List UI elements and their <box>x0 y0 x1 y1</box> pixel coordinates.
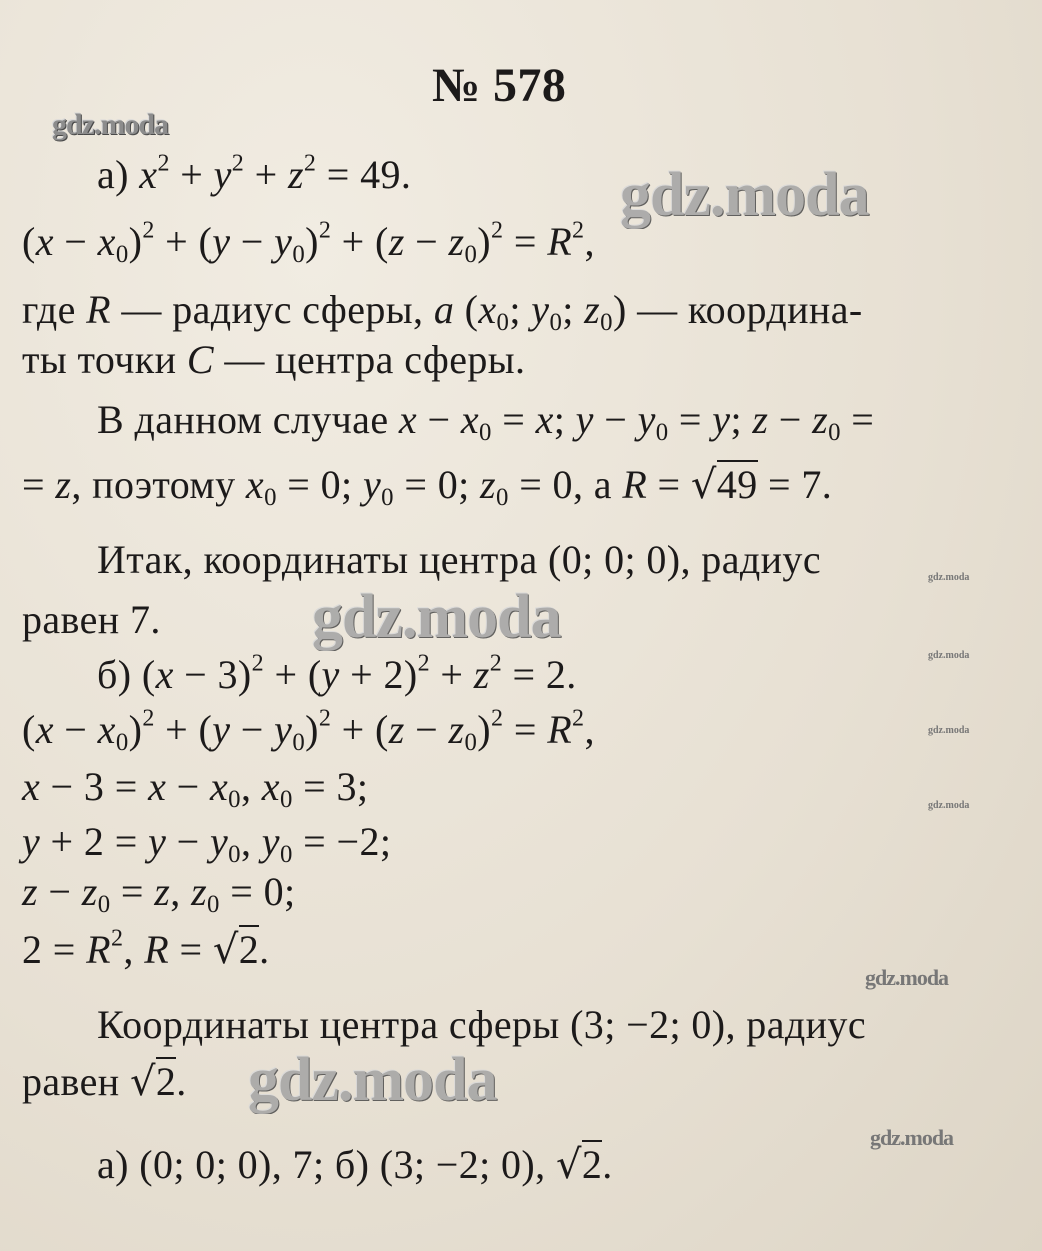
watermark-logo: gdz.moda <box>870 1125 954 1150</box>
watermark-logo: gdz.moda <box>928 800 970 811</box>
x-coordinate-line: $x - 3 = x - x_0$, $x_0 = 3$; <box>22 764 369 813</box>
watermark-logo: gdz.moda <box>312 583 561 651</box>
definition-line-2: ты точки C — центра сферы. <box>22 337 526 382</box>
sphere-general-equation-b: $(x - x_0)^2 + (y - y_0)^2 + (z - z_0)^2 = R^2$, <box>22 705 595 756</box>
watermark-logo: gdz.moda <box>865 965 949 990</box>
watermark-logo: gdz.moda <box>52 108 169 141</box>
part-b-equation: б) $(x - 3)^2 + (y + 2)^2 + z^2 = 2$. <box>97 650 577 697</box>
watermark-logo: gdz.moda <box>928 572 970 583</box>
watermark-logo: gdz.moda <box>620 161 869 229</box>
case-line-2: = z, поэтому $x_0 = 0$; $y_0 = 0$; $z_0 = 0$, а R = √49 = 7. <box>22 462 833 511</box>
watermark-logo: gdz.moda <box>928 650 970 661</box>
part-a-equation: а) $x^2 + y^2 + z^2 = 49$. <box>97 150 412 197</box>
watermark-logo: gdz.moda <box>928 725 970 736</box>
definition-line-1: где R — радиус сферы, а ($x_0$; $y_0$; $z_0$) — координа- <box>22 287 863 336</box>
sphere-general-equation-a: $(x - x_0)^2 + (y - y_0)^2 + (z - z_0)^2 = R^2$, <box>22 217 595 268</box>
part-a-conclusion-2: равен 7. <box>22 597 161 642</box>
part-b-label: б) <box>97 652 132 697</box>
case-line-1: В данном случае $x - x_0 = x$; $y - y_0 = y$; $z - z_0$ = <box>97 397 875 446</box>
part-b-conclusion-1: Координаты центра сферы (3; −2; 0), радиус <box>97 1002 866 1047</box>
part-b-conclusion-2: равен √2. <box>22 1059 187 1105</box>
z-coordinate-line: $z - z_0 = z$, $z_0 = 0$; <box>22 869 296 918</box>
part-a-label: а) <box>97 152 129 197</box>
y-coordinate-line: $y + 2 = y - y_0$, $y_0 = -2$; <box>22 819 392 868</box>
radius-line: $2 = R^2$, R = √2. <box>22 925 270 973</box>
problem-number: № 578 <box>432 59 567 112</box>
watermark-logo: gdz.moda <box>248 1046 497 1114</box>
part-a-conclusion-1: Итак, координаты центра (0; 0; 0), радиус <box>97 537 821 582</box>
answer-line: а) (0; 0; 0), 7; б) (3; −2; 0), √2. <box>97 1142 613 1188</box>
